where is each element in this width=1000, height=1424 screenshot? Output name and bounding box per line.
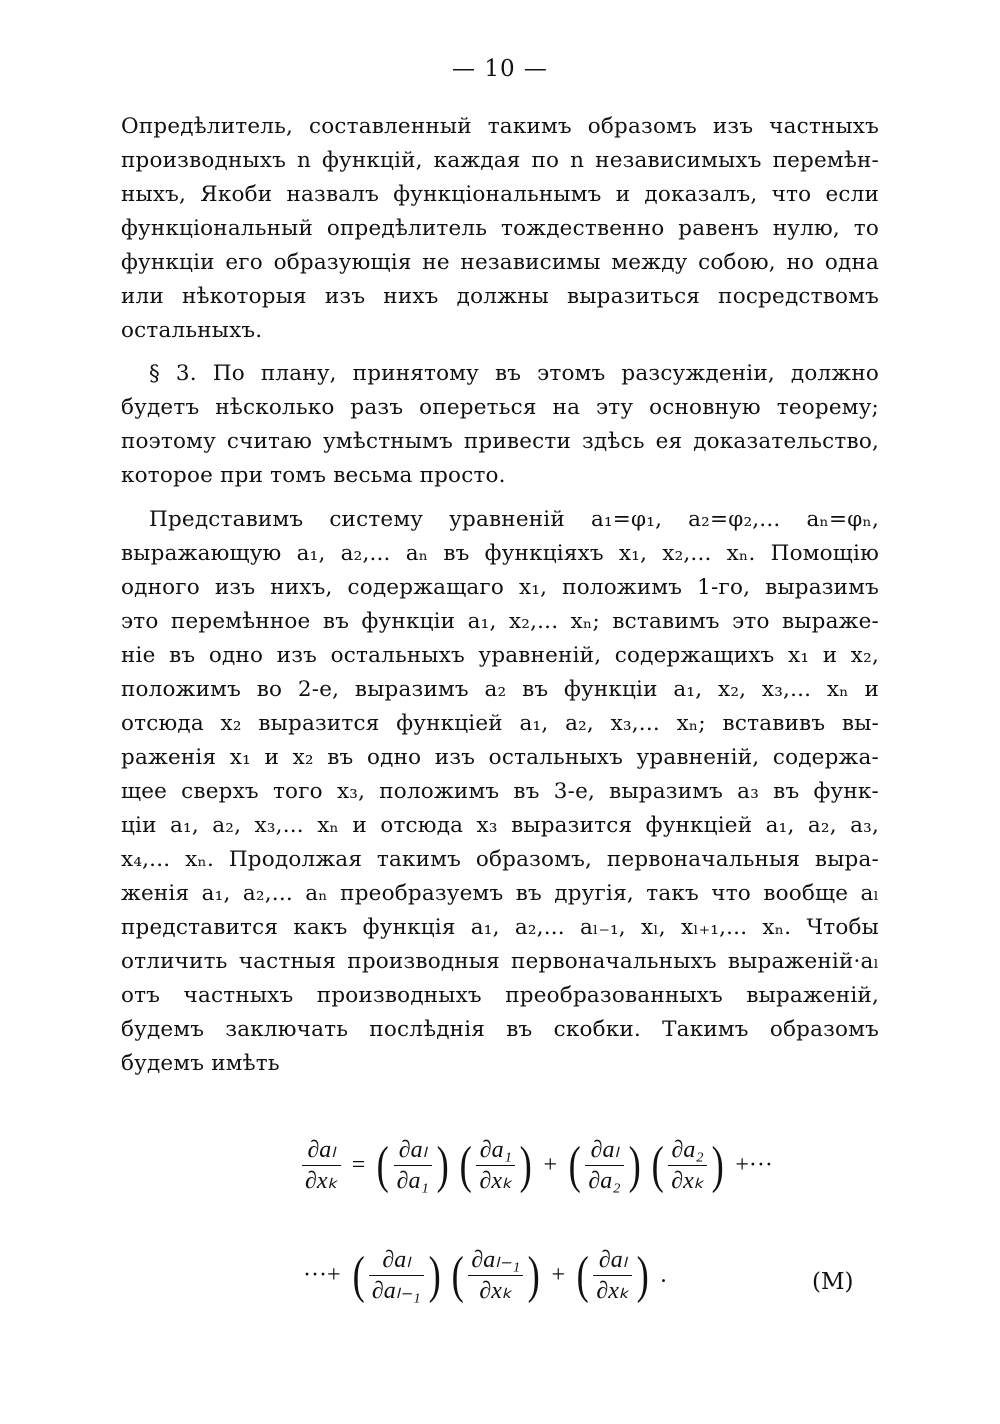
parenthesized-fraction: [449, 1245, 543, 1306]
parenthesized-fraction: [374, 1135, 451, 1196]
text-line: одного изъ нихъ, содержащаго x₁, положимъ 1-го, выразимъ: [121, 575, 879, 600]
text-line: § 3. По плану, принятому въ этомъ разсужденіи, должно: [149, 361, 879, 386]
right-paren: ): [636, 1246, 649, 1304]
left-paren: (: [376, 1136, 390, 1194]
denominator: ∂xₖ: [305, 1168, 338, 1194]
text-line: которое при томъ весьма просто.: [121, 463, 506, 488]
formula-line-1: [300, 1135, 776, 1196]
text-line: положимъ во 2-е, выразимъ a₂ въ функціи a₁, x₂, x₃,... xₙ и: [121, 677, 879, 702]
right-paren: ): [711, 1136, 724, 1194]
text-line: щее сверхъ того x₃, положимъ въ 3-е, выразимъ a₃ въ функ-: [121, 779, 879, 804]
denominator: ∂xₖ: [479, 1278, 513, 1304]
parenthesized-fraction: [457, 1135, 534, 1196]
text-line: раженія x₁ и x₂ въ одно изъ остальныхъ уравненій, содержа-: [121, 745, 879, 770]
text-line: функціональный опредѣлитель тождественно равенъ нулю, то: [121, 216, 879, 241]
text-line: выражающую a₁, a₂,... aₙ въ функціяхъ x₁, x₂,... xₙ. Помощію: [121, 541, 879, 566]
plus-sign: +: [551, 1262, 566, 1288]
numerator: ∂a₁: [476, 1135, 515, 1166]
text-line: отъ частныхъ производныхъ преобразованныхъ выраженій,: [121, 983, 879, 1008]
numerator: ∂aₗ: [302, 1135, 341, 1166]
right-paren: ): [436, 1136, 449, 1194]
right-paren: ): [428, 1246, 441, 1304]
denominator: ∂aₗ₋₁: [371, 1278, 421, 1304]
paragraph-2: [121, 357, 879, 493]
text-line: отличить частныя производныя первоначальныхъ выраженій·aₗ: [121, 949, 879, 974]
denominator: ∂a₁: [396, 1168, 429, 1194]
denominator: ∂xₖ: [671, 1168, 704, 1194]
fraction: [302, 1135, 341, 1196]
text-line: будемъ имѣть: [121, 1051, 280, 1076]
text-line: будемъ заключать послѣднія въ скобки. Такимъ образомъ: [121, 1017, 879, 1042]
fraction: [668, 1135, 707, 1196]
numerator: ∂aₗ₋₁: [468, 1245, 523, 1276]
denominator: ∂xₖ: [596, 1278, 630, 1304]
formula-line-2: [300, 1245, 669, 1306]
ellipsis-head: ···+: [303, 1262, 341, 1288]
plus-sign: +: [543, 1152, 558, 1178]
paragraph-1: [121, 110, 879, 348]
parenthesized-fraction: [350, 1245, 444, 1306]
denominator: ∂xₖ: [479, 1168, 513, 1194]
period: .: [660, 1262, 667, 1288]
paragraph-3: [121, 503, 879, 1081]
fraction: [369, 1245, 424, 1306]
left-paren: (: [576, 1246, 589, 1304]
text-line: остальныхъ.: [121, 318, 263, 343]
text-line: представится какъ функція a₁, a₂,... aₗ₋₁, xₗ, xₗ₊₁,... xₙ. Чтобы: [121, 915, 879, 940]
fraction: [585, 1135, 623, 1196]
denominator: ∂a₂: [588, 1168, 621, 1194]
fraction: [476, 1135, 515, 1196]
numerator: ∂aₗ: [369, 1245, 424, 1276]
left-paren: (: [352, 1246, 365, 1304]
text-line: будетъ нѣсколько разъ опереться на эту основную теорему;: [121, 395, 879, 420]
fraction: [593, 1245, 632, 1306]
text-line: отсюда x₂ выразится функціей a₁, a₂, x₃,... xₙ; вставивъ вы-: [121, 711, 879, 736]
right-paren: ): [519, 1136, 532, 1194]
text-line: женія a₁, a₂,... aₙ преобразуемъ въ другія, такъ что вообще aₗ: [121, 881, 879, 906]
text-line: ціи a₁, a₂, x₃,... xₙ и отсюда x₃ выразится функціей a₁, a₂, a₃,: [121, 813, 879, 838]
numerator: ∂aₗ: [585, 1135, 623, 1166]
parenthesized-fraction: [649, 1135, 726, 1196]
text-line: поэтому считаю умѣстнымъ привести здѣсь ея доказательство,: [121, 429, 879, 454]
text-line: x₄,... xₙ. Продолжая такимъ образомъ, первоначальныя выра-: [121, 847, 879, 872]
text-line: ніе въ одно изъ остальныхъ уравненій, содержащихъ x₁ и x₂,: [121, 643, 879, 668]
page-number: — 10 —: [452, 56, 548, 82]
left-paren: (: [568, 1136, 581, 1194]
numerator: ∂aₗ: [593, 1245, 632, 1276]
left-paren: (: [459, 1136, 472, 1194]
ellipsis-tail: +···: [735, 1152, 773, 1178]
text-line: функціи его образующія не независимы между собою, но одна: [121, 250, 879, 275]
text-line: ныхъ, Якоби назвалъ функціональнымъ и доказалъ, что если: [121, 182, 879, 207]
text-line: Представимъ систему уравненій a₁=φ₁, a₂=φ₂,... aₙ=φₙ,: [149, 507, 879, 532]
parenthesized-fraction: [566, 1135, 643, 1196]
equation-label: (M): [812, 1269, 854, 1295]
parenthesized-fraction: [574, 1245, 651, 1306]
numerator: ∂aₗ: [394, 1135, 432, 1166]
fraction: [394, 1135, 432, 1196]
text-line: Опредѣлитель, составленный такимъ образомъ изъ частныхъ: [121, 114, 879, 139]
text-line: это перемѣнное въ функціи a₁, x₂,... xₙ; вставимъ это выраже-: [121, 609, 879, 634]
text-line: производныхъ n функцій, каждая по n независимыхъ перемѣн-: [121, 148, 879, 173]
numerator: ∂a₂: [668, 1135, 707, 1166]
left-paren: (: [651, 1136, 664, 1194]
text-line: или нѣкоторыя изъ нихъ должны выразиться посредствомъ: [121, 284, 879, 309]
fraction: [468, 1245, 523, 1306]
equals-sign: =: [351, 1152, 366, 1178]
right-paren: ): [628, 1136, 641, 1194]
left-paren: (: [451, 1246, 464, 1304]
right-paren: ): [527, 1246, 540, 1304]
